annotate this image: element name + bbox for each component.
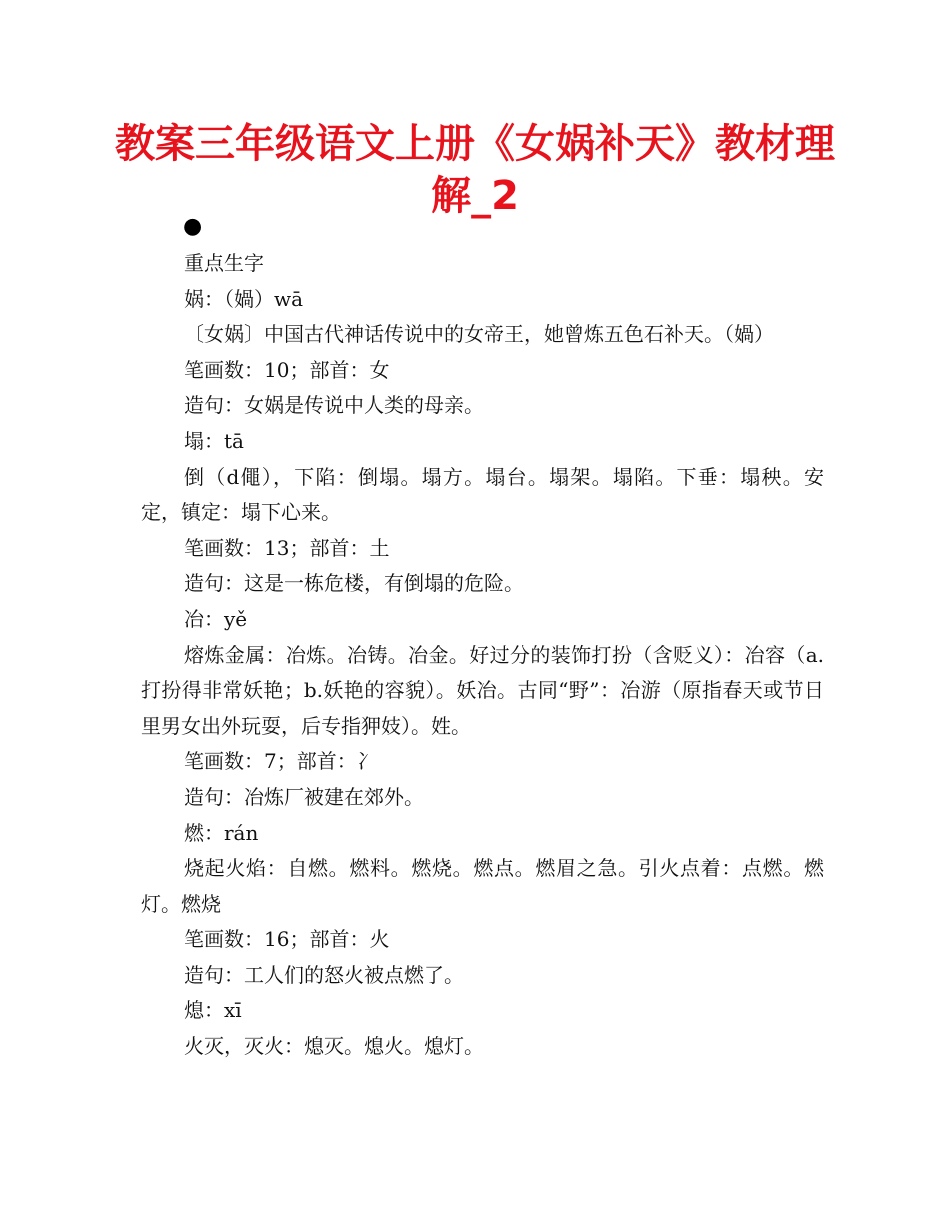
paragraph: 笔画数：13；部首：土 xyxy=(184,535,390,560)
paragraph: 造句：冶炼厂被建在郊外。 xyxy=(184,784,424,809)
paragraph: 冶：yě xyxy=(184,606,248,631)
paragraph: 造句：这是一栋危楼，有倒塌的危险。 xyxy=(184,571,524,596)
paragraph: 熄：xī xyxy=(184,998,242,1023)
paragraph: 造句：女娲是传说中人类的母亲。 xyxy=(184,393,484,418)
paragraph: 笔画数：7；部首：冫 xyxy=(184,749,377,774)
paragraph: 笔画数：16；部首：火 xyxy=(184,927,390,952)
paragraph: 〔女娲〕中国古代神话传说中的女帝王，她曾炼五色石补天。（媧） xyxy=(184,322,774,347)
paragraph: 熔炼金属：冶炼。冶铸。冶金。好过分的装饰打扮（含贬义）：冶容（a.打扮得非常妖艳；b.妖艳的容貌）。妖冶。古同“野”：冶游（原指春天或节日里男女出外玩耍，后专指狎妓）。姓。 xyxy=(141,642,824,738)
paragraph: 燃：rán xyxy=(184,820,259,845)
paragraph: 笔画数：10；部首：女 xyxy=(184,357,390,382)
paragraph: 塌：tā xyxy=(184,428,244,453)
paragraph: 重点生字 xyxy=(184,251,264,275)
paragraph: 倒（d僶），下陷：倒塌。塌方。塌台。塌架。塌陷。下垂：塌秧。安定，镇定：塌下心来。 xyxy=(141,464,824,525)
paragraph: 烧起火焰：自燃。燃料。燃烧。燃点。燃眉之急。引火点着：点燃。燃灯。燃烧 xyxy=(141,856,824,916)
document-title: 教案三年级语文上册《女娲补天》教材理解_2 xyxy=(115,121,835,219)
paragraph: 造句：工人们的怒火被点燃了。 xyxy=(184,962,464,987)
paragraph: 娲：（媧）wā xyxy=(184,286,304,311)
paragraph: 火灭，灭火：熄灭。熄火。熄灯。 xyxy=(184,1034,484,1059)
bullet-icon: ● xyxy=(183,214,203,239)
document-body xyxy=(141,246,824,1065)
